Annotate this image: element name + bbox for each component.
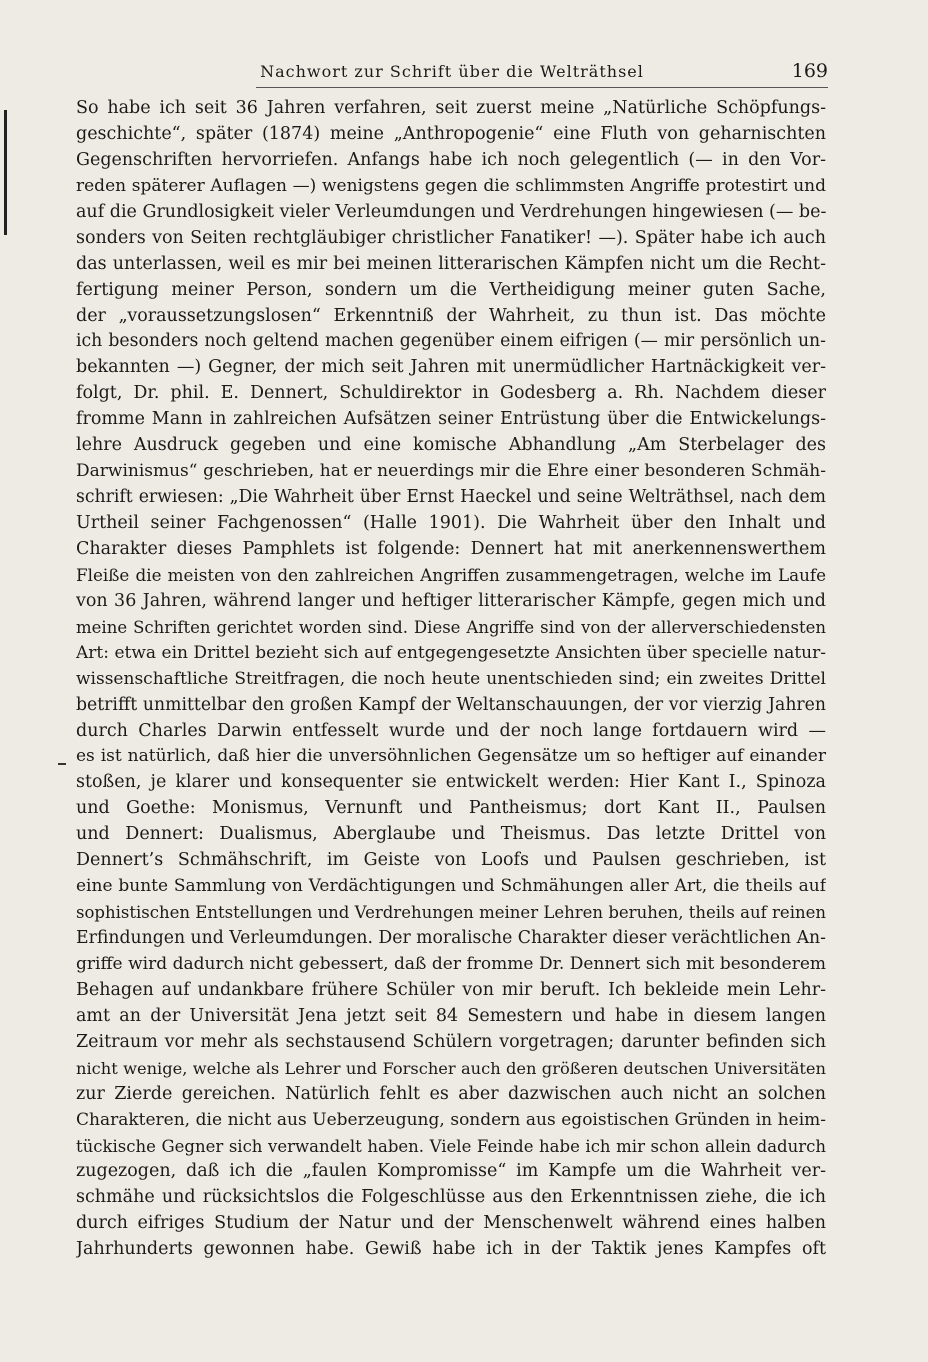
text-line: Urtheil seiner Fachgenossen“ (Halle 1901). Die Wahrheit über den Inhalt und [76,513,826,533]
binding-mark [4,110,7,235]
text-line: Gegenschriften hervorriefen. Anfangs habe ich noch gelegentlich (— in den Vor- [76,149,826,170]
text-line: stoßen, je klarer und konsequenter sie entwickelt werden: Hier Kant I., Spinoza [76,772,826,793]
text-line: So habe ich seit 36 Jahren verfahren, seit zuerst meine „Natürliche Schöpfungs- [76,98,826,118]
text-line: Dennert’s Schmähschrift, im Geiste von Loofs und Paulsen geschrieben, ist [76,850,826,871]
text-line: Art: etwa ein Drittel bezieht sich auf entgegengesetzte Ansichten über specielle natur- [76,642,826,663]
text-line: Behagen auf undankbare frühere Schüler von mir beruft. Ich bekleide mein Lehr- [76,979,826,1000]
text-line: Fleiße die meisten von den zahlreichen Angriffen zusammengetragen, welche im Laufe [76,564,826,585]
text-line: reden späterer Auflagen —) wenigstens gegen die schlimmsten Angriffe protestirt und [76,175,826,196]
text-line: sophistischen Entstellungen und Verdrehungen meiner Lehren beruhen, theils auf reinen [76,903,826,923]
page-header [76,60,828,90]
header-rule [256,87,828,88]
text-line: sonders von Seiten rechtgläubiger christlicher Fanatiker! —). Später habe ich auch [76,227,826,248]
text-line: auf die Grundlosigkeit vieler Verleumdungen und Verdrehungen hingewiesen (— be- [76,201,826,222]
text-line: schmähe und rücksichtslos die Folgeschlüsse aus den Erkenntnissen ziehe, die ich [76,1187,826,1208]
text-line: und Dennert: Dualismus, Aberglaube und Theismus. Das letzte Drittel von [76,824,826,845]
text-line: geschichte“, später (1874) meine „Anthropogenie“ eine Fluth von geharnischten [76,123,826,144]
text-line: betrifft unmittelbar den großen Kampf der Weltanschauungen, der vor vierzig Jahren [76,694,826,715]
text-line: fromme Mann in zahlreichen Aufsätzen seiner Entrüstung über die Entwickelungs- [76,409,826,430]
text-line: meine Schriften gerichtet worden sind. Diese Angriffe sind von der allerverschiedensten [76,617,826,637]
text-line: lehre Ausdruck gegeben und eine komische Abhandlung „Am Sterbelager des [76,435,826,456]
text-line: zur Zierde gereichen. Natürlich fehlt es aber dazwischen auch nicht an solchen [76,1083,826,1104]
page-number: 169 [791,60,828,82]
text-line: wissenschaftliche Streitfragen, die noch heute unentschieden sind; ein zweites Drittel [76,668,826,689]
text-line: amt an der Universität Jena jetzt seit 84 Semestern und habe in diesem langen [76,1005,826,1026]
margin-mark [58,763,66,765]
text-line: Charakteren, die nicht aus Ueberzeugung, sondern aus egoistischen Gründen in heim- [76,1109,826,1130]
text-line: folgt, Dr. phil. E. Dennert, Schuldirektor in Godesberg a. Rh. Nachdem dieser [76,383,826,404]
running-title: Nachwort zur Schrift über die Welträthsel [260,62,644,81]
text-line: nicht wenige, welche als Lehrer und Forscher auch den größeren deutschen Universitäten [76,1058,826,1078]
text-line: durch Charles Darwin entfesselt wurde und der noch lange fortdauern wird — [76,720,826,741]
text-line: Charakter dieses Pamphlets ist folgende: Dennert hat mit anerkennenswerthem [76,538,826,559]
text-line: griffe wird dadurch nicht gebessert, daß der fromme Dr. Dennert sich mit besonderem [76,953,826,974]
text-line: der „voraussetzungslosen“ Erkenntniß der Wahrheit, zu thun ist. Das möchte [76,305,826,326]
text-line: bekannten —) Gegner, der mich seit Jahren mit unermüdlicher Hartnäckigkeit ver- [76,357,826,378]
text-line: Jahrhunderts gewonnen habe. Gewiß habe ich in der Taktik jenes Kampfes oft [76,1239,826,1260]
text-line: zugezogen, daß ich die „faulen Kompromisse“ im Kampfe um die Wahrheit ver- [76,1161,826,1182]
text-line: es ist natürlich, daß hier die unversöhnlichen Gegensätze um so heftiger auf einander [76,746,826,767]
text-line: tückische Gegner sich verwandelt haben. Viele Feinde habe ich mir schon allein dadurch [76,1136,826,1156]
text-line: Erfindungen und Verleumdungen. Der moralische Charakter dieser verächtlichen An- [76,928,826,948]
text-line: fertigung meiner Person, sondern um die Vertheidigung meiner guten Sache, [76,279,826,300]
text-line: Zeitraum vor mehr als sechstausend Schülern vorgetragen; darunter befinden sich [76,1031,826,1052]
text-line: von 36 Jahren, während langer und heftiger litterarischer Kämpfe, gegen mich und [76,590,826,611]
text-line: und Goethe: Monismus, Vernunft und Pantheismus; dort Kant II., Paulsen [76,798,826,819]
text-line: eine bunte Sammlung von Verdächtigungen und Schmähungen aller Art, die theils auf [76,876,826,897]
text-line: ich besonders noch geltend machen gegenüber einem eifrigen (— mir persönlich un- [76,331,826,352]
body-text [76,96,826,1263]
text-line: Darwinismus“ geschrieben, hat er neuerdings mir die Ehre einer besonderen Schmäh- [76,461,826,482]
text-line: durch eifriges Studium der Natur und der Menschenwelt während eines halben [76,1213,826,1234]
text-line: das unterlassen, weil es mir bei meinen litterarischen Kämpfen nicht um die Recht- [76,253,826,274]
text-line: schrift erwiesen: „Die Wahrheit über Ernst Haeckel und seine Welträthsel, nach dem [76,487,826,508]
